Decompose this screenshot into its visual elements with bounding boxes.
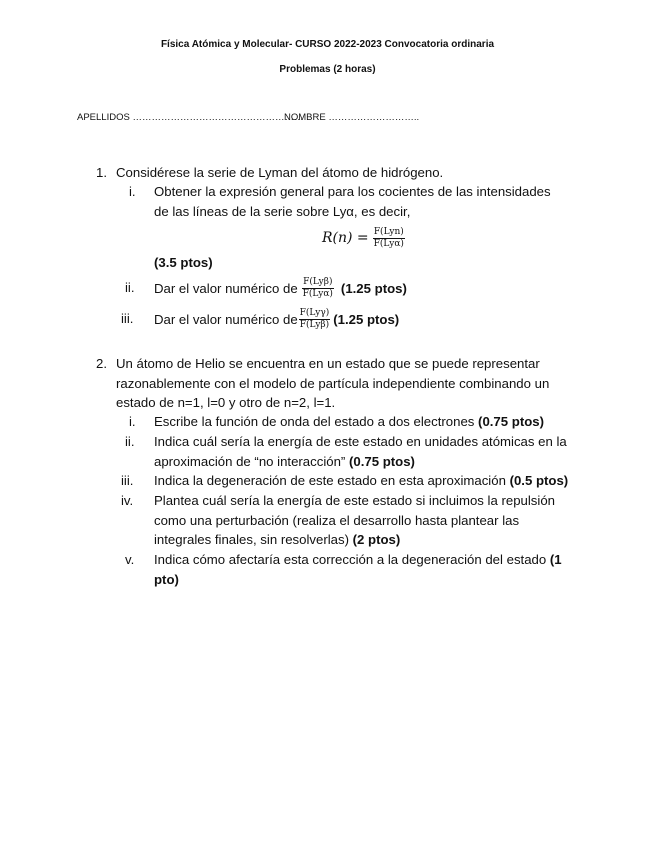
problem-1-item-iii-marker: iii. [121,311,134,326]
points-label: (0.75 ptos) [348,454,415,469]
problem-2-line2: razonablemente con el modelo de partícula independiente combinando un [116,376,550,391]
problem-2-line1: Un átomo de Helio se encuentra en un estado que se puede representar [116,356,540,371]
problem-1-item-ii-marker: ii. [125,280,135,295]
problem-2-item-i-line1: Escribe la función de onda del estado a dos electrones (0.75 ptos) [154,414,544,429]
points-label: (0.75 ptos) [478,414,544,429]
problem-1-item-i-points: (3.5 ptos) [154,255,213,270]
problem-2-item-ii-line2: aproximación de “no interacción” (0.75 ptos) [154,454,415,469]
formula-fraction [373,227,405,250]
problem-2-number: 2. [96,356,107,371]
problem-2-item-iv-line3: integrales finales, sin resolverlas) (2 ptos) [154,532,401,547]
problem-1-item-ii [154,272,407,304]
formula-denominator: F(Lyα) [373,238,404,249]
nombre-field: NOMBRE ……………………….. [284,112,420,123]
problem-2-item-v-line1: Indica cómo afectaría esta corrección a la degeneración del estado (1 [154,552,562,567]
problem-1-item-i-line1: Obtener la expresión general para los cocientes de las intensidades [154,184,551,199]
problem-2-item-iv-line1: Plantea cuál sería la energía de este estado si incluimos la repulsión [154,493,555,508]
problem-1-item-ii-points: (1.25 ptos) [340,280,407,296]
points-label: (0.5 ptos) [509,473,569,488]
formula-numerator: F(Lyn) [373,226,404,237]
item-ii-numerator: F(Lyβ) [303,276,333,287]
document-title: Física Atómica y Molecular- CURSO 2022-2023 Convocatoria ordinaria [160,39,495,50]
formula-lhs: R(n) = [322,230,369,246]
apellidos-field: APELLIDOS ……………………………………………… [77,112,304,123]
document-subtitle: Problemas (2 horas) [279,64,376,75]
problem-1-item-ii-text: Dar el valor numérico de [154,280,298,296]
problem-1-item-i-marker: i. [129,184,136,199]
problem-1-item-iii [154,303,399,335]
points-label: (2 ptos) [352,532,401,547]
problem-2-item-v-line2: pto) [154,572,179,587]
item-iii-fraction [299,308,331,331]
problem-2-item-ii-marker: ii. [125,434,135,449]
problem-2-item-iv-line2: como una perturbación (realiza el desarrollo hasta plantear las [154,513,520,528]
problem-1-text: Considérese la serie de Lyman del átomo de hidrógeno. [116,165,444,180]
item-iii-numerator: F(Lyγ) [299,307,330,318]
item-ii-denominator: F(Lyα) [302,288,333,299]
problem-2-item-iii-marker: iii. [121,473,134,488]
problem-2-item-iv-marker: iv. [121,493,134,508]
item-iii-denominator: F(Lyβ) [299,319,330,330]
problem-1-item-iii-points: (1.25 ptos) [333,311,400,327]
problem-2-item-i-marker: i. [129,414,136,429]
problem-2-line3: estado de n=1, l=0 y otro de n=2, l=1. [116,395,336,410]
problem-2-item-ii-line1: Indica cuál sería la energía de este estado en unidades atómicas en la [154,434,567,449]
problem-2-item-iii-line1: Indica la degeneración de este estado en esta aproximación (0.5 ptos) [154,473,569,488]
intensity-ratio-formula [322,223,405,253]
problem-1-item-iii-text: Dar el valor numérico de [154,311,298,327]
problem-1-item-i-line2: de las líneas de la serie sobre Lyα, es decir, [154,204,411,219]
item-ii-fraction [302,277,334,300]
problem-1-number: 1. [96,165,107,180]
problem-2-item-v-marker: v. [125,552,135,567]
points-label: (1 [549,552,562,567]
